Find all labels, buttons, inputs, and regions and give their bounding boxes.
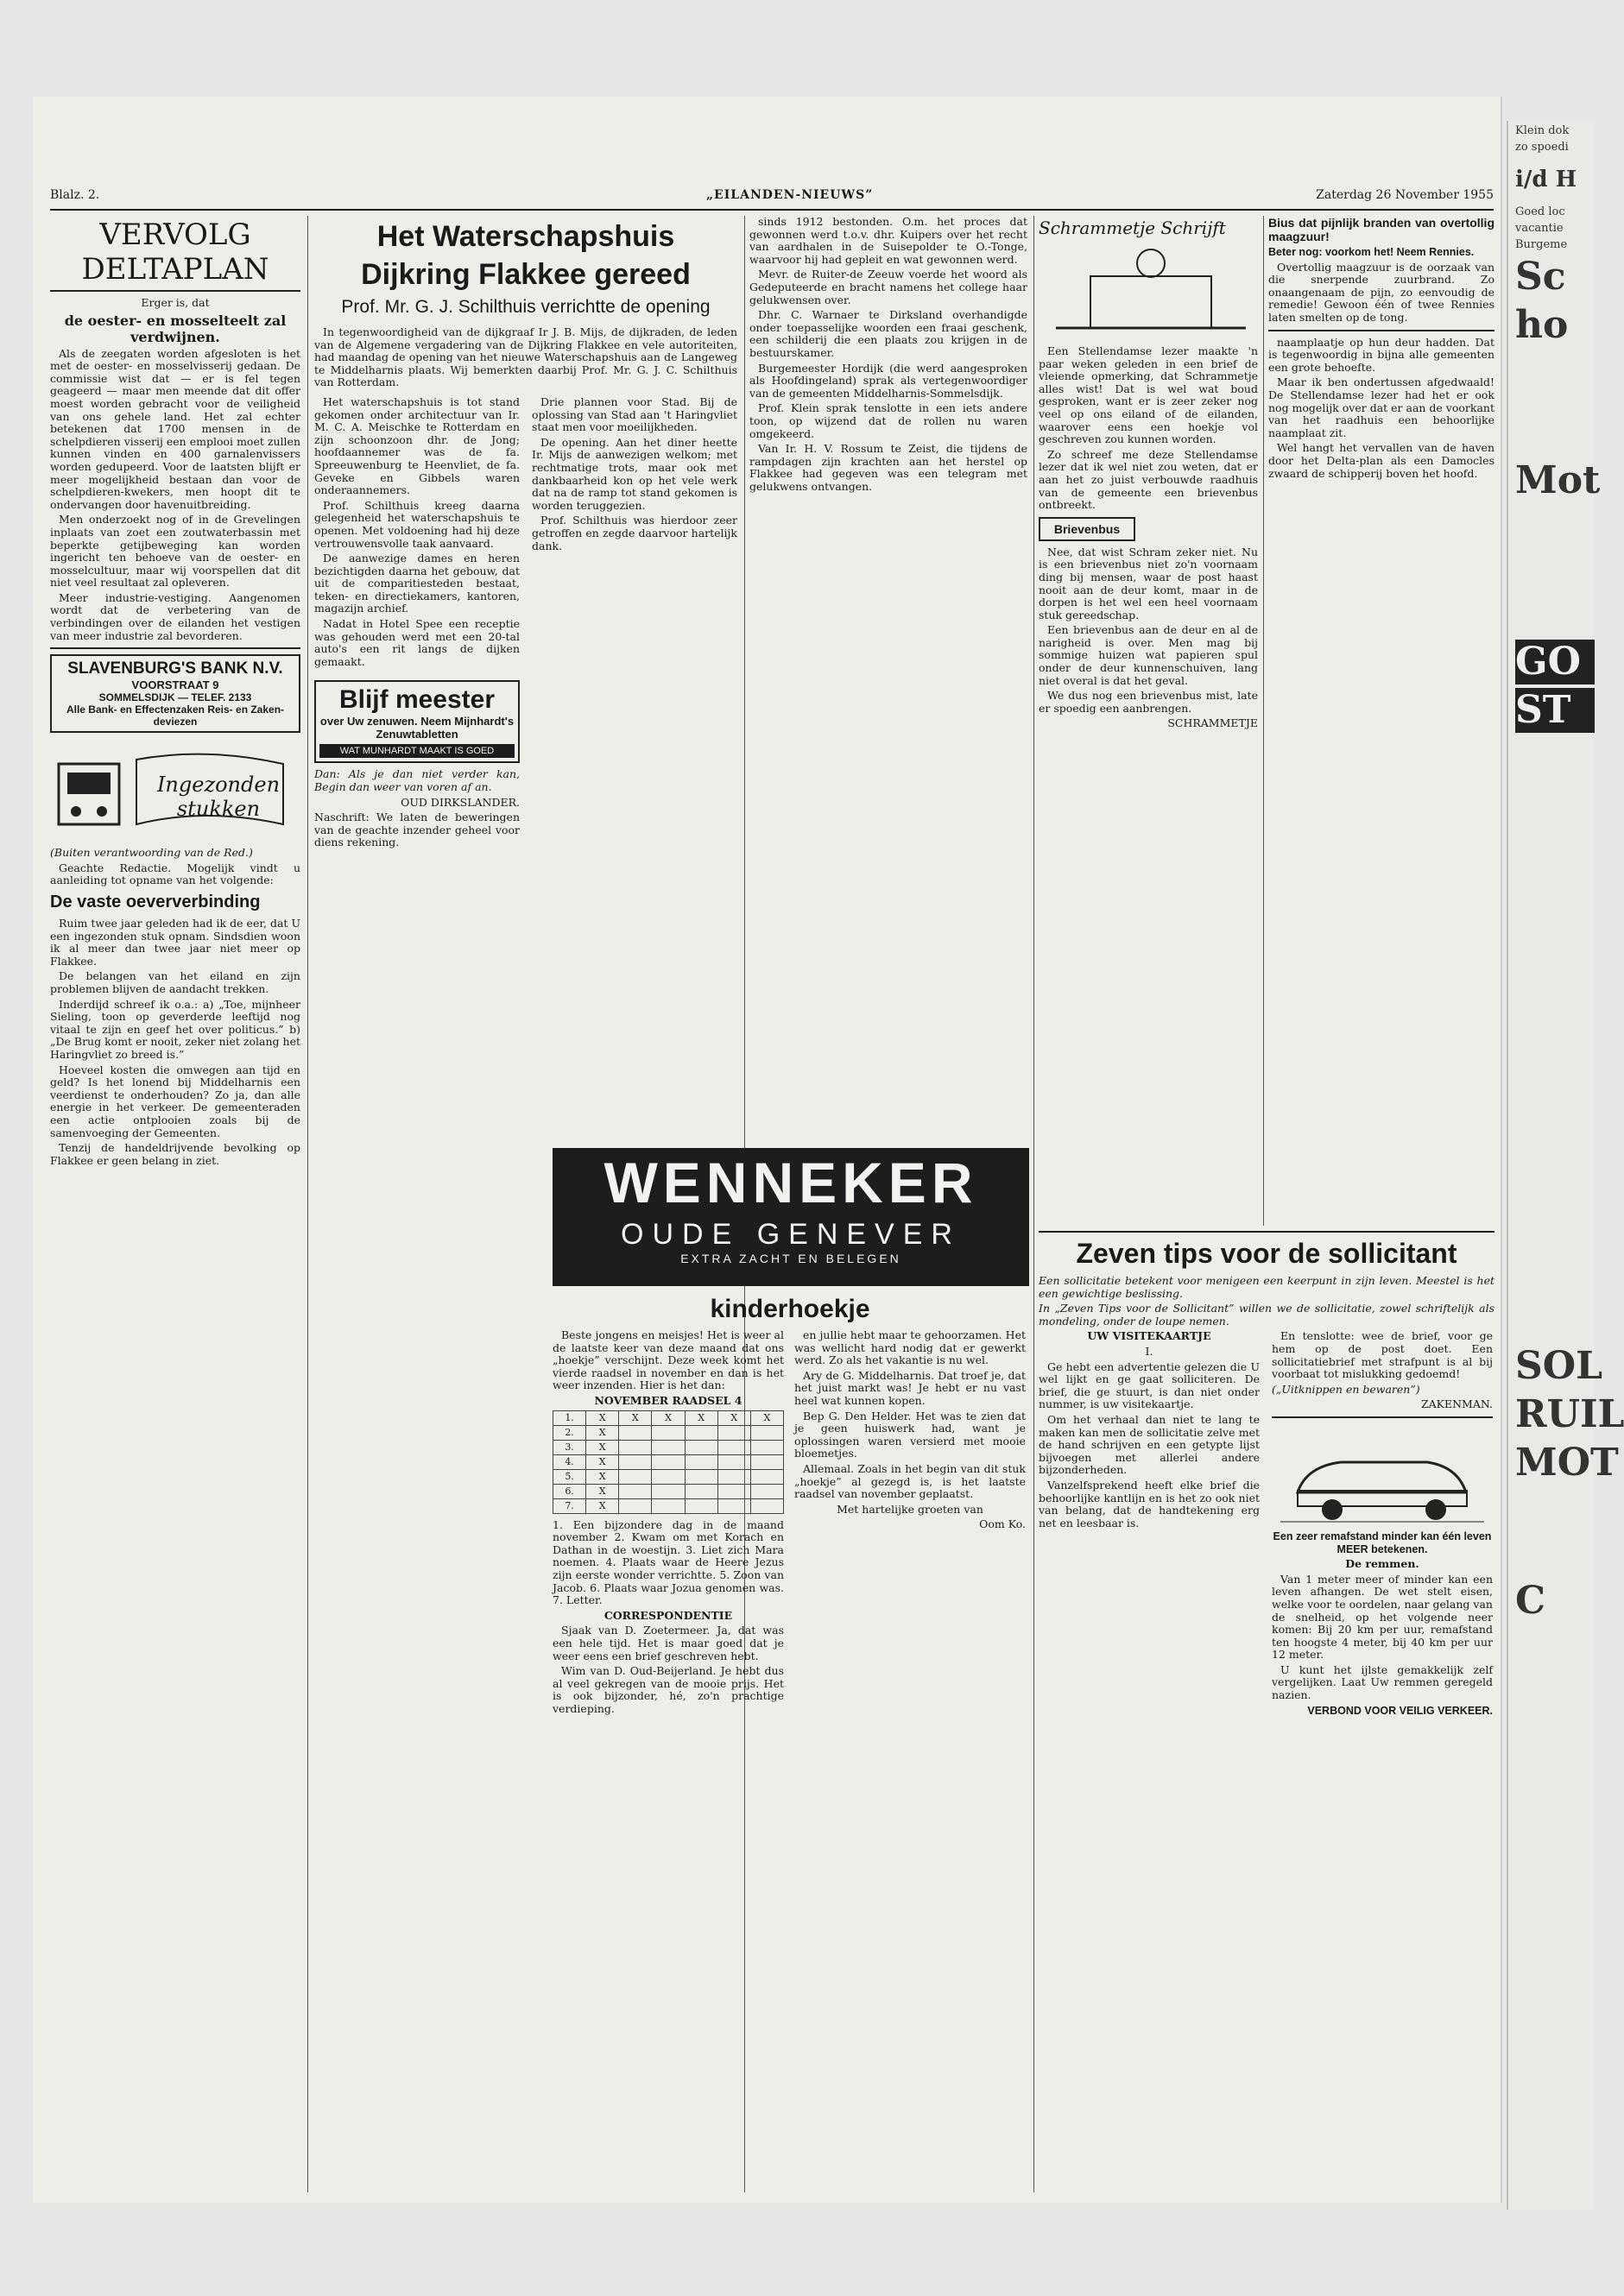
signature: ZAKENMAN. — [1420, 1397, 1493, 1411]
headline-deltaplan: DELTAPLAN — [81, 252, 269, 287]
zeven-tips-section — [1039, 1226, 1494, 2192]
column-1 — [50, 216, 300, 2192]
bank-name: SLAVENBURG'S BANK N.V. — [67, 659, 283, 678]
paragraph: Wim van D. Oud-Beijerland. Je hebt dus al veel gekregen van de mooie prijs. Het is ook bijzonder, hé, zo'n prachtige verdieping. — [553, 1664, 784, 1715]
schrammetje-cartoon — [1039, 216, 1258, 345]
ad-tagline: EXTRA ZACHT EN BELEGEN — [680, 1252, 901, 1265]
car-diagram-icon — [1272, 1423, 1493, 1527]
page-number: Blalz. 2. — [50, 188, 100, 202]
edge-text: zo spoedi — [1515, 141, 1569, 154]
paragraph: De aanwezige dames en heren bezichtigden daarna het gebouw, dat uit de comparitiesteden bestaat, teken- en directiekamers, kantoren, magazijn archief. — [314, 552, 520, 615]
paragraph: Ruim twee jaar geleden had ik de eer, dat U een ingezonden stuk opnam. Sindsdien woon ik al meer dan twee jaar niet meer op Flakkee. — [50, 917, 300, 968]
paragraph: Naschrift: We laten de beweringen van de geachte inzender geheel voor diens rekening. — [314, 811, 520, 849]
subheading: de oester- en mosselteelt zal verdwijnen. — [64, 312, 287, 345]
paragraph: Dhr. C. Warnaer te Dirksland overhandigde onder toepasselijke woorden een fraai geschenk, een schilderij die een plaats zou krijgen in de bestuurskamer. — [749, 308, 1027, 359]
puzzle-title: NOVEMBER RAADSEL 4 — [594, 1393, 742, 1407]
divider — [50, 647, 300, 649]
paragraph: Meer industrie-vestiging. Aangenomen wordt dat de verbetering van de verbindingen over de eilanden het vestigen van meer industrie zal bevorderen. — [50, 590, 300, 642]
column-divider — [1263, 216, 1264, 1226]
brievenbus-label: Brievenbus — [1039, 517, 1135, 541]
divider — [1272, 1416, 1493, 1418]
verbond-footer: VERBOND VOOR VEILIG VERKEER. — [1307, 1704, 1493, 1717]
headline-waterschapshuis: Het Waterschapshuis — [376, 220, 675, 253]
rennies-headline: Bius dat pijnlijk branden van overtollig maagzuur! — [1268, 216, 1494, 243]
kinderhoekje-section — [553, 1295, 1027, 2192]
column-4 — [1039, 216, 1258, 1217]
paragraph: Sjaak van D. Zoetermeer. Ja, dat was een hele tijd. Het is maar goed dat je weer eens een brief geschreven hebt. — [553, 1624, 784, 1662]
kids-title: kinderhoekje — [710, 1295, 870, 1323]
paragraph: en jullie hebt maar te gehoorzamen. Het was wellicht hard nodig dat er gewerkt werd. Zo als het vakantie is nu wel. — [794, 1328, 1026, 1367]
headline-vervolg: VERVOLG — [99, 218, 251, 252]
paragraph: Ge hebt een advertentie gelezen die U wel lijkt en ge gaat solliciteren. De brief, die ge stuurt, is dan niet onder nummer, is uw visitekaartje. — [1039, 1359, 1260, 1411]
section-number: I. — [1145, 1344, 1153, 1358]
paragraph: Hoeveel kosten die omwegen aan tijd en geld? Is het lonend bij Middelharnis een veerdienst te onderhouden? Zo ja, dan alle energie in het verkeer. De gemeenteraden een actie ontplooien zoals bij de samenvoeging der Gemeenten. — [50, 1063, 300, 1139]
letters-illustration — [50, 738, 300, 842]
edge-text: GO — [1515, 640, 1595, 684]
bank-services: Alle Bank- en Effectenzaken Reis- en Zaken-deviezen — [66, 703, 285, 729]
paragraph: De opening. Aan het diner heette Ir. Mijs de aanwezigen welkom; met rechtmatige trots, maar ook met dankbaarheid kon op het vele werk dat na de ramp tot stand gekomen is worden teruggezien. — [532, 435, 737, 512]
edge-text: Burgeme — [1515, 238, 1568, 251]
edge-text: ST — [1515, 688, 1595, 733]
paragraph: Wel hangt het vervallen van de haven door het Delta-plan als een Damocles zwaard de schipperij boven het hoofd. — [1268, 441, 1494, 480]
section-title: UW VISITEKAARTJE — [1087, 1329, 1211, 1343]
subheading: Prof. Mr. G. J. Schilthuis verrichtte de opening — [341, 297, 711, 317]
intro: Een sollicitatie betekent voor menigeen een keerpunt in zijn leven. Meestel is het een gewichtige beslissing. — [1039, 1274, 1494, 1300]
issue-date: Zaterdag 26 November 1955 — [1316, 188, 1494, 202]
bank-advertisement — [50, 654, 300, 733]
edge-text: ho — [1515, 303, 1569, 347]
paragraph: Maar ik ben ondertussen afgedwaald! De Stellendamse lezer had het er ook nog mogelijk over dat er aan de voorkant van het raadhuis een behoorlijke naamplaat zit. — [1268, 375, 1494, 439]
signature: SCHRAMMETJE — [1167, 716, 1258, 730]
paragraph: Een brievenbus aan de deur en al de narigheid is over. Men mag bij sommige huizen wat papieren spul onder de deur kunnenschuiven, lang niet overal is dat het geval. — [1039, 623, 1258, 687]
paragraph: Zo schreef me deze Stellendamse lezer dat ik wel niet zou weten, dat er aan het zo juist verbouwde raadhuis van de gemeente een brievenbus ontbreekt. — [1039, 447, 1258, 512]
wenneker-advertisement — [553, 1148, 1029, 1286]
paragraph: Nee, dat wist Schram zeker niet. Nu is een brievenbus niet zo'n voornaam ding bij mensen, waar de post haast nooit aan de deur komt, maar in de dorpen is het wel een heel voornaam stuk gereedschap. — [1039, 545, 1258, 621]
paragraph: De belangen van het eiland en zijn problemen blijven de aandacht trekken. — [50, 969, 300, 995]
car-heading: De remmen. — [1345, 1557, 1419, 1571]
column-5 — [1268, 216, 1494, 1217]
paragraph: Van 1 meter meer of minder kan een leven afhangen. De wet stelt eisen, welke voor te oordelen, naar gelang van de snelheid, op het volgende neer komen: Bij 20 km per uur, remafstand ten hoogste 4 meter, bij 40 km per uur 12 meter. — [1272, 1572, 1493, 1662]
edge-text: SOL — [1515, 1344, 1603, 1388]
paragraph: In tegenwoordigheid van de dijkgraaf Ir J. B. Mijs, de dijkraden, de leden van de Algemene vergadering van de Dijkring Flakkee en vele autoriteiten, had maandag de opening van het nieuwe Waterschapshuis aan de Langeweg te Middelharnis plaats. Wij bemerkten daarbij Prof. Mr. G. J. C. Schilthuis van Rotterdam. — [314, 325, 737, 389]
paragraph: Prof. Schilthuis kreeg daarna gelegenheid het waterschapshuis te openen. Met voldoening had hij deze vertrouwensvolle taak aanvaard. — [314, 498, 520, 550]
edge-text: RUIL — [1515, 1392, 1624, 1436]
edge-text: MOT — [1515, 1441, 1619, 1485]
subheading-oeververbinding: De vaste oeververbinding — [50, 893, 261, 912]
quote: („Uitknippen en bewaren”) — [1272, 1382, 1420, 1396]
edge-text: Sc — [1515, 255, 1566, 299]
paragraph: Geachte Redactie. Mogelijk vindt u aanleiding tot opname van het volgende: — [50, 861, 300, 887]
bank-address: VOORSTRAAT 9 — [131, 678, 219, 692]
edge-text: Klein dok — [1515, 124, 1570, 137]
paragraph: Overtollig maagzuur is de oorzaak van die snerpende zuurbrand. Zo onaangenaam de pijn, zo eenvoudig de remedie! Gewoon één of twee Rennies laten smelten op de tong. — [1268, 260, 1494, 324]
paragraph: Ary de G. Middelharnis. Dat troef je, dat het juist markt was! Je hebt er nu vast heel wat kunnen kopen. — [794, 1368, 1026, 1407]
paragraph: Men onderzoekt nog of in de Grevelingen inplaats van zoet een zoutwaterbassin met beperkte getijbeweging kan worden ingericht ten behoeve van de oester- en mosselcultuur, maar wij voorspellen dat dit niet veel resultaat zal opleveren. — [50, 513, 300, 590]
ad-product: OUDE GENEVER — [621, 1218, 961, 1251]
puzzle-clues: 1. Een bijzondere dag in de maand november 2. Kwam om met Korach en Dathan in de woestijn. 3. Liet zich Mara noemen. 4. Plaats waar de Heere Jezus zijn eerste wonder verrichtte. 5. Zoon van Jacob. 6. Plaats waar Jozua genomen was. 7. Letter. — [553, 1517, 784, 1607]
edge-text: i/d H — [1515, 167, 1577, 192]
paragraph: Drie plannen voor Stad. Bij de oplossing van Stad aan 't Haringvliet staat men voor moeilijkheden. — [532, 394, 737, 434]
divider — [50, 290, 300, 292]
paragraph: Bep G. Den Helder. Het was te zien dat je geen huiswerk had, want je oplossingen waren versierd met mooie bloemetjes. — [794, 1409, 1026, 1460]
ad-subtitle: over Uw zenuwen. Neem Mijnhardt's Zenuwtabletten — [319, 715, 515, 741]
divider — [1039, 1231, 1494, 1233]
page-header — [50, 188, 1494, 209]
edge-text: vacantie — [1515, 222, 1564, 235]
paragraph: Dan: Als je dan niet verder kan, Begin dan weer van voren af an. — [314, 767, 520, 794]
paragraph: Het waterschapshuis is tot stand gekomen onder architectuur van Ir. M. C. A. Meischke te Rotterdam en zijn schoonzoon dhr. de Jong; hoofdaannemer was de fa. Spreeuwenburg te Heenvliet, de fa. Geveke en Gibbels waren onderaannemers. — [314, 394, 520, 497]
correspondence-title: CORRESPONDENTIE — [603, 1608, 733, 1622]
puzzle-grid: 1. X X X X X X 2. X 3. X 4. X 5. X 6. X 7. X — [553, 1410, 784, 1514]
paragraph: sinds 1912 bestonden. O.m. het proces dat gewonnen werd t.o.v. dhr. Kuipers over het recht van aardhalen in de Suisepolder te O.-Tonge, waarvoor hij had gepleit en wat gewonnen werd. — [749, 215, 1027, 266]
car-caption: Een zeer remafstand minder kan één leven MEER betekenen. — [1273, 1530, 1492, 1555]
cartoon-title: Schrammetje Schrijft — [1039, 218, 1226, 238]
header-rule — [50, 209, 1494, 211]
paragraph: Beste jongens en meisjes! Het is weer al de laatste keer van deze maand dat ons „hoekje” verschijnt. Deze week komt het vierde raadsel in november en dan is het weer inzenden. Hier is het dan: — [553, 1328, 784, 1392]
paragraph: Allemaal. Zoals in het begin van dit stuk „hoekje” al gezegd is, is het laatste raadsel van november geplaatst. — [794, 1461, 1026, 1501]
letters-title: Ingezonden stukken — [156, 773, 281, 822]
signature: OUD DIRKSLANDER. — [401, 795, 520, 809]
paragraph: naamplaatje op hun deur hadden. Dat is tegenwoordig in bijna alle gemeenten een grote behoefte. — [1268, 335, 1494, 374]
greeting: Met hartelijke groeten van — [837, 1502, 983, 1516]
paragraph: Prof. Schilthuis was hierdoor zeer getroffen en zegde daarvoor hartelijk dank. — [532, 514, 737, 552]
column-divider — [307, 216, 308, 2192]
letters-note: (Buiten verantwoording van de Red.) — [50, 846, 253, 860]
edge-text: C — [1515, 1579, 1546, 1623]
paragraph: Vanzelfsprekend heeft elke brief die behoorlijke kantlijn en is het zo ook niet van belang, dat de handtekening erg net en leesbaar is. — [1039, 1478, 1260, 1530]
paragraph: Burgemeester Hordijk (die werd aangesproken als Hoofdingeland) sprak als vertegenwoordiger van de gemeenten Middelharnis-Sommelsdijk. — [749, 361, 1027, 400]
paragraph: Van Ir. H. V. Rossum te Zeist, die tijdens de rampdagen zijn krachten aan het herstel op Flakkee had gegeven was een telegram met gelukwens ontvangen. — [749, 442, 1027, 493]
paragraph: Inderdijd schreef ik o.a.: a) „Toe, mijnheer Sieling, toon op geverderde leeftijd nog vitaal te zijn en geef het over politicus.” b) „De Brug komt er nooit, zeker niet zolang het Haringvliet zo breed is.” — [50, 997, 300, 1061]
column-divider — [1033, 216, 1034, 2192]
paragraph: We dus nog een brievenbus mist, late er spoedig een aanbrengen. — [1039, 689, 1258, 715]
paragraph: En tenslotte: wee de brief, voor ge hem op de post doet. Een sollicitatiebrief met strafpunt is al bij voorbaat tot mislukking gedoemd! — [1272, 1329, 1493, 1381]
paragraph: Een Stellendamse lezer maakte 'n paar weken geleden in een brief de vleiende opmerking, dat Schrammetje alles wist! Dat is wel wat boud gesproken, want er is zeer zeker nog veel op ons eiland of de eilanden, waarover eens een hoekje vol geschreven zou kunnen worden. — [1039, 344, 1258, 446]
paragraph: Als de zeegaten worden afgesloten is het met de oester- en mosselvisserij gedaan. De commissie wist dat — er is fel tegen geageerd — maar men meende dat dit offer moest worden gebracht voor de veiligheid van ons gehele land. Het zal echter betekenen dat 1700 mensen in de schelpdieren visserij een emplooi moet zullen kunnen vinden en 400 garnalenvissers worden gedupeerd. Voor de laatsten blijft er meer mogelijkheid bestaan dan voor de schelpdieren-kwekers, men hoopt dit te ondervangen door havenuitbreiding. — [50, 346, 300, 511]
paragraph: Tenzij de handeldrijvende bevolking op Flakkee er geen belang in ziet. — [50, 1141, 300, 1167]
intro-quote: In „Zeven Tips voor de Sollicitant” willen we de sollicitatie, zowel schriftelijk als mondeling, onder de loupe nemen. — [1039, 1302, 1494, 1328]
bank-place: SOMMELSDIJK — TELEF. 2133 — [98, 691, 252, 704]
ad-brand: WENNEKER — [603, 1151, 978, 1214]
adjacent-page-edge — [1507, 121, 1624, 2210]
newspaper-name: „EILANDEN-NIEUWS” — [706, 188, 874, 202]
rennies-subline: Beter nog: voorkom het! Neem Rennies. — [1268, 246, 1475, 258]
divider — [1268, 330, 1494, 331]
edge-text: Goed loc — [1515, 205, 1565, 218]
kicker: Erger is, dat — [141, 296, 210, 309]
paragraph: U kunt het ijlste gemakkelijk zelf vergelijken. Laat Uw remmen geregeld nazien. — [1272, 1662, 1493, 1702]
paragraph: Prof. Klein sprak tenslotte in een iets andere toon, op wijzend dat de rollen nu waren omgekeerd. — [749, 401, 1027, 440]
paragraph: Mevr. de Ruiter-de Zeeuw voerde het woord als Gedeputeerde en bracht namens het college haar gelukwensen over. — [749, 268, 1027, 306]
signature: Oom Ko. — [979, 1517, 1026, 1531]
zeven-tips-title: Zeven tips voor de sollicitant — [1076, 1238, 1457, 1269]
headline-dijkring: Dijkring Flakkee gereed — [361, 258, 691, 291]
paragraph: Om het verhaal dan niet te lang te maken kan men de sollicitatie zelve met de hand schrijven en een getypte lijst bijvoegen met allerlei andere bijzonderheden. — [1039, 1412, 1260, 1477]
edge-text: Mot — [1515, 458, 1601, 502]
ad-title: Blijf meester — [338, 685, 496, 715]
ad-tagline: WAT MUNHARDT MAAKT IS GOED — [319, 744, 515, 758]
mijnhardt-advertisement — [314, 680, 520, 763]
paragraph: Nadat in Hotel Spee een receptie was gehouden werd met een 20-tal auto's een rit langs de dijken gemaakt. — [314, 617, 520, 668]
